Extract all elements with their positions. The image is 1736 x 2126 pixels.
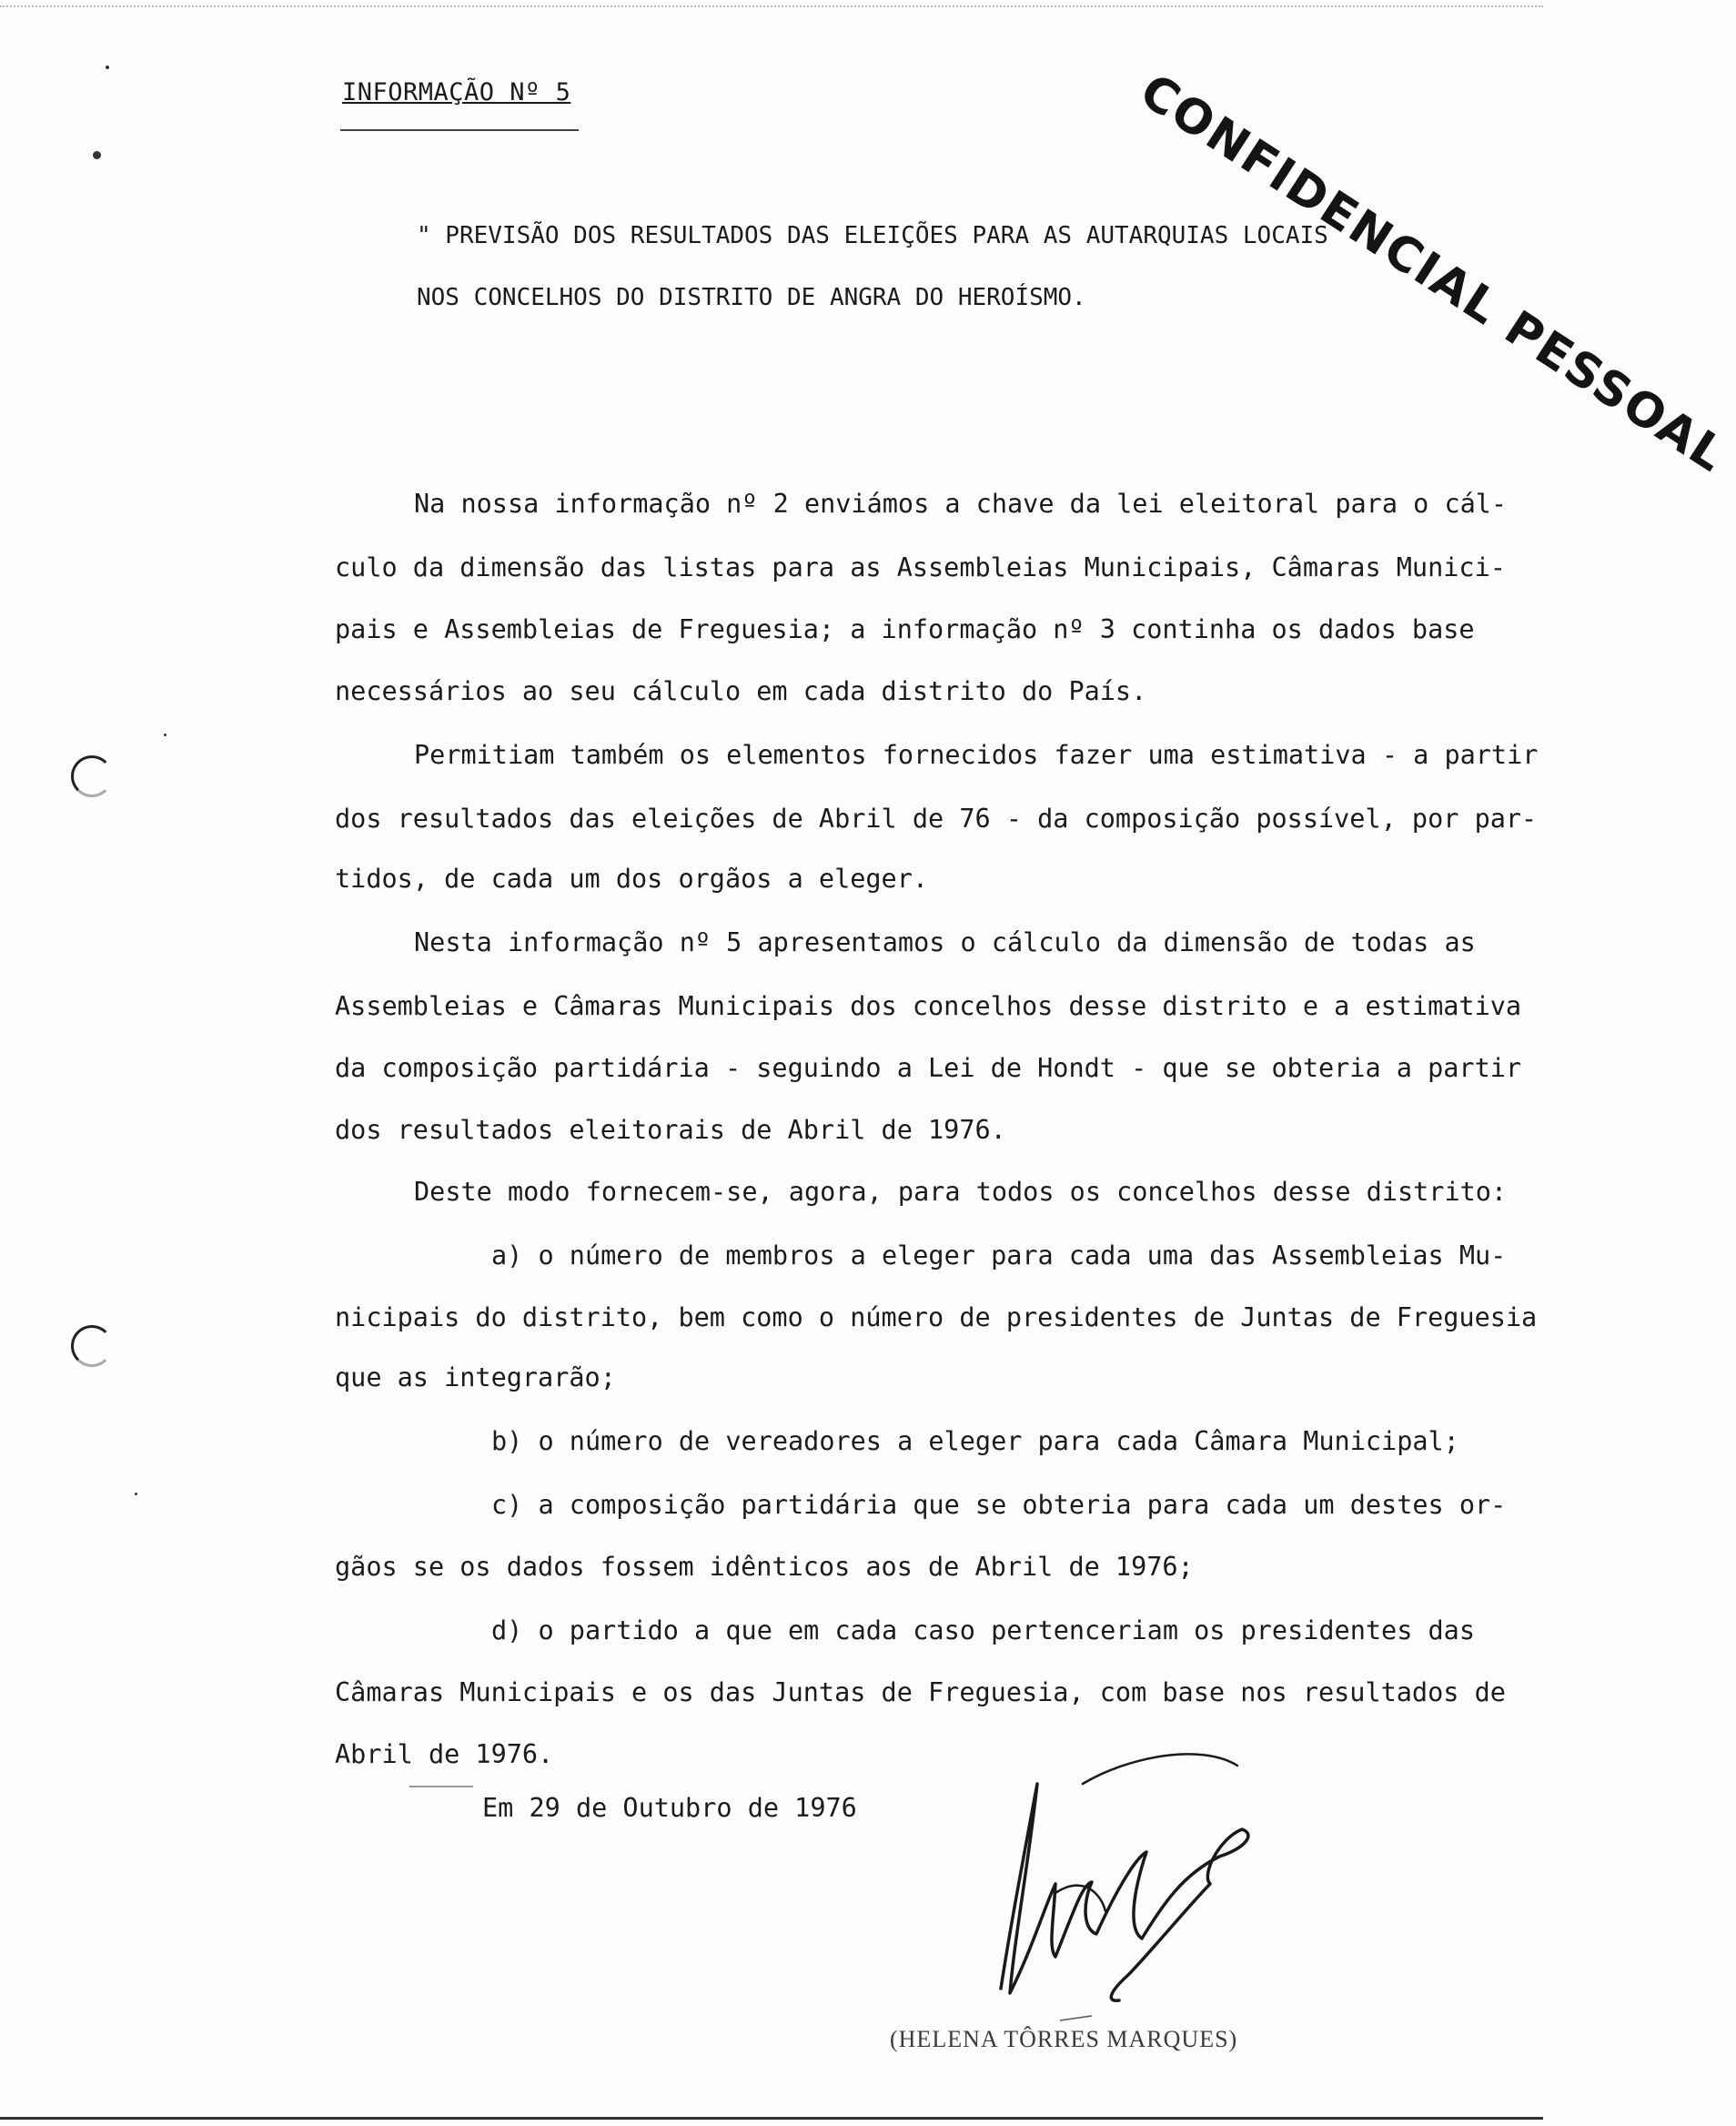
- body-line: Assembleias e Câmaras Municipais dos concelhos desse distrito e a estimativa: [335, 991, 1522, 1021]
- document-heading: INFORMAÇÃO Nº 5: [342, 78, 571, 106]
- body-line: Deste modo fornecem-se, agora, para todos os concelhos desse distrito:: [414, 1177, 1508, 1207]
- body-line: tidos, de cada um dos orgãos a eleger.: [335, 864, 929, 894]
- body-line: Permitiam também os elementos fornecidos fazer uma estimativa - a partir: [414, 740, 1539, 770]
- body-line: Câmaras Municipais e os das Juntas de Freguesia, com base nos resultados de: [335, 1677, 1506, 1707]
- body-line: dos resultados eleitorais de Abril de 1976.: [335, 1115, 1006, 1145]
- punch-hole: [71, 755, 113, 797]
- list-item-d: d) o partido a que em cada caso pertenceriam os presidentes das: [491, 1615, 1475, 1645]
- scan-speck: [106, 66, 109, 69]
- body-line: gãos se os dados fossem idênticos aos de Abril de 1976;: [335, 1552, 1194, 1582]
- punch-hole: [71, 1325, 113, 1367]
- list-item-a: a) o número de membros a eleger para cada uma das Assembleias Mu-: [491, 1240, 1507, 1271]
- scan-speck: [93, 151, 101, 159]
- scan-edge-noise: [0, 5, 1543, 7]
- signer-name: (HELENA TÔRRES MARQUES): [890, 2026, 1238, 2052]
- scan-bottom-edge: [0, 2117, 1543, 2120]
- title-line-1: " PREVISÃO DOS RESULTADOS DAS ELEIÇÕES PARA AS AUTARQUIAS LOCAIS: [417, 222, 1328, 249]
- list-item-b: b) o número de vereadores a eleger para cada Câmara Municipal;: [491, 1426, 1459, 1456]
- body-line: necessários ao seu cálculo em cada distrito do País.: [335, 676, 1147, 706]
- scan-speck: [164, 734, 167, 736]
- body-line: Nesta informação nº 5 apresentamos o cálculo da dimensão de todas as: [414, 927, 1476, 957]
- heading-underline: [340, 129, 579, 131]
- body-line: Abril de 1976.: [335, 1739, 554, 1769]
- confidential-stamp: CONFIDENCIAL PESSOAL: [1130, 64, 1736, 484]
- body-line: nicipais do distrito, bem como o número de presidentes de Juntas de Freguesia: [335, 1302, 1538, 1332]
- title-line-2: NOS CONCELHOS DO DISTRITO DE ANGRA DO HEROÍSMO.: [417, 284, 1086, 311]
- body-line: da composição partidária - seguindo a Lei de Hondt - que se obteria a partir: [335, 1053, 1522, 1083]
- date-dash: [409, 1786, 473, 1787]
- body-line: Na nossa informação nº 2 enviámos a chave da lei eleitoral para o cál-: [414, 489, 1508, 519]
- handwritten-signature: [946, 1747, 1292, 2020]
- body-line: dos resultados das eleições de Abril de 76 - da composição possível, por par-: [335, 804, 1538, 834]
- scan-speck: [135, 1493, 137, 1495]
- list-item-c: c) a composição partidária que se obteria para cada um destes or-: [491, 1490, 1507, 1520]
- body-line: culo da dimensão das listas para as Assembleias Municipais, Câmaras Munici-: [335, 552, 1506, 582]
- body-line: que as integrarão;: [335, 1362, 616, 1392]
- document-date: Em 29 de Outubro de 1976: [482, 1793, 857, 1823]
- body-line: pais e Assembleias de Freguesia; a informação nº 3 continha os dados base: [335, 614, 1475, 644]
